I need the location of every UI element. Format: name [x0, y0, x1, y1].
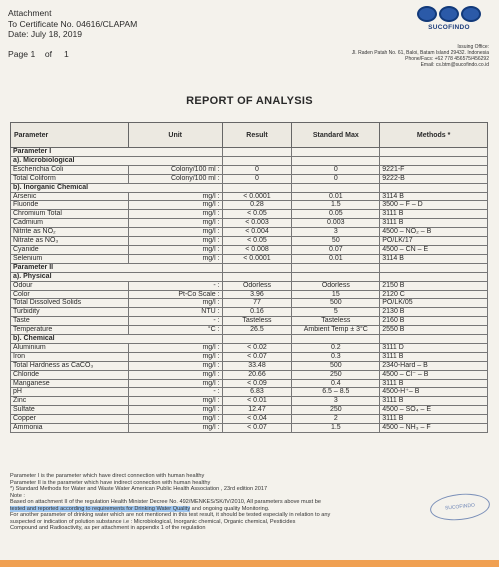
method-cell: 4500 – NH₃ – F — [380, 424, 488, 433]
sucofindo-logo — [417, 6, 481, 31]
standard-cell: 500 — [292, 299, 380, 308]
standard-cell: 5 — [292, 308, 380, 317]
table-row — [11, 406, 488, 415]
method-cell: 3111 D — [380, 343, 488, 352]
empty-cell — [380, 272, 488, 281]
method-cell: 4500 – CN – E — [380, 245, 488, 254]
table-body — [11, 148, 488, 433]
table-row — [11, 388, 488, 397]
section-label: b). Inorganic Chemical — [11, 183, 129, 192]
param-cell: Aluminium — [11, 343, 129, 352]
result-cell: 0 — [222, 165, 292, 174]
table-row — [11, 219, 488, 228]
empty-cell — [128, 335, 222, 344]
unit-cell: mg/l : — [128, 254, 222, 263]
table-row — [11, 343, 488, 352]
empty-cell — [128, 183, 222, 192]
method-cell: 9222-B — [380, 174, 488, 183]
table-row — [11, 254, 488, 263]
table-row — [11, 228, 488, 237]
method-cell: 3500 – F – D — [380, 201, 488, 210]
table-section-row — [11, 335, 488, 344]
result-cell: < 0.008 — [222, 245, 292, 254]
result-cell: < 0.0001 — [222, 254, 292, 263]
document-header — [8, 8, 137, 59]
result-cell: 20.66 — [222, 370, 292, 379]
table-row — [11, 326, 488, 335]
standard-cell: Ambient Temp ± 3°C — [292, 326, 380, 335]
result-cell: < 0.02 — [222, 343, 292, 352]
param-cell: Chloride — [11, 370, 129, 379]
method-cell: 2120 C — [380, 290, 488, 299]
standard-cell: 0.01 — [292, 192, 380, 201]
empty-cell — [128, 272, 222, 281]
table-row — [11, 317, 488, 326]
table-row — [11, 210, 488, 219]
method-cell: 3111 B — [380, 415, 488, 424]
method-cell: 4500 – SO₄ – E — [380, 406, 488, 415]
unit-cell: mg/l : — [128, 397, 222, 406]
unit-cell: - : — [128, 281, 222, 290]
empty-cell — [380, 156, 488, 165]
method-cell: 2340-Hard – B — [380, 361, 488, 370]
empty-cell — [292, 272, 380, 281]
empty-cell — [222, 272, 292, 281]
report-date: Date: July 18, 2019 — [8, 29, 83, 40]
empty-cell — [222, 335, 292, 344]
table-row — [11, 379, 488, 388]
param-cell: Iron — [11, 352, 129, 361]
unit-cell: Colony/100 ml : — [128, 165, 222, 174]
table-row — [11, 415, 488, 424]
unit-cell: mg/l : — [128, 406, 222, 415]
table-row — [11, 424, 488, 433]
standard-cell: 1.5 — [292, 201, 380, 210]
analysis-table — [10, 122, 488, 433]
unit-cell: mg/l : — [128, 361, 222, 370]
standard-cell: 500 — [292, 361, 380, 370]
result-cell: < 0.07 — [222, 352, 292, 361]
empty-cell — [128, 263, 222, 272]
table-section-row — [11, 148, 488, 157]
col-methods: Methods * — [380, 123, 488, 148]
unit-cell: mg/l : — [128, 210, 222, 219]
empty-cell — [292, 263, 380, 272]
standard-cell: 50 — [292, 237, 380, 246]
result-cell: 0.16 — [222, 308, 292, 317]
standard-cell: 0.3 — [292, 352, 380, 361]
result-cell: 6.83 — [222, 388, 292, 397]
table-row — [11, 192, 488, 201]
param-cell: Fluoride — [11, 201, 129, 210]
table-row — [11, 370, 488, 379]
empty-cell — [292, 156, 380, 165]
method-cell: 3114 B — [380, 192, 488, 201]
empty-cell — [380, 263, 488, 272]
unit-cell: mg/l : — [128, 245, 222, 254]
standard-cell: 0 — [292, 174, 380, 183]
standard-cell: 0 — [292, 165, 380, 174]
table-row — [11, 397, 488, 406]
param-cell: Arsenic — [11, 192, 129, 201]
param-cell: Taste — [11, 317, 129, 326]
unit-cell: NTU : — [128, 308, 222, 317]
method-cell: 4500 – NO₂ – B — [380, 228, 488, 237]
result-cell: < 0.0001 — [222, 192, 292, 201]
issuing-office: Issuing Office: Jl. Raden Patah No. 61, Baloi, Batam Island 29432. Indonesia Phone/Facs: +62 778 456575/456292 Email: cs.btm@sucofindo.co.id — [351, 44, 489, 68]
standard-cell: 6.5 – 8.5 — [292, 388, 380, 397]
param-cell: Nitrite as NO₂ — [11, 228, 129, 237]
unit-cell: mg/l : — [128, 228, 222, 237]
standard-cell: 0.4 — [292, 379, 380, 388]
result-cell: 12.47 — [222, 406, 292, 415]
empty-cell — [380, 183, 488, 192]
method-cell: PO/LK/17 — [380, 237, 488, 246]
empty-cell — [292, 183, 380, 192]
empty-cell — [292, 335, 380, 344]
unit-cell: °C : — [128, 326, 222, 335]
table-header-row — [11, 123, 488, 148]
empty-cell — [128, 148, 222, 157]
standard-cell: Odorless — [292, 281, 380, 290]
section-label: a). Microbiological — [11, 156, 129, 165]
section-label: Parameter I — [11, 148, 129, 157]
col-result: Result — [222, 123, 292, 148]
param-cell: Total Coliform — [11, 174, 129, 183]
param-cell: Cadmium — [11, 219, 129, 228]
result-cell: < 0.07 — [222, 424, 292, 433]
method-cell: 2150 B — [380, 281, 488, 290]
result-cell: < 0.01 — [222, 397, 292, 406]
unit-cell: mg/l : — [128, 219, 222, 228]
unit-cell: mg/l : — [128, 352, 222, 361]
result-cell: 3.96 — [222, 290, 292, 299]
unit-cell: mg/l : — [128, 343, 222, 352]
unit-cell: Pt-Co Scale : — [128, 290, 222, 299]
method-cell: 2550 B — [380, 326, 488, 335]
method-cell: 3114 B — [380, 254, 488, 263]
param-cell: Selenium — [11, 254, 129, 263]
empty-cell — [222, 148, 292, 157]
page-indicator: Page 1 of 1 — [8, 48, 69, 59]
section-label: a). Physical — [11, 272, 129, 281]
table-row — [11, 201, 488, 210]
table-row — [11, 237, 488, 246]
table-row — [11, 308, 488, 317]
logo-brand-text: SUCOFINDO — [428, 24, 470, 31]
param-cell: Total Dissolved Solids — [11, 299, 129, 308]
result-cell: 26.5 — [222, 326, 292, 335]
param-cell: Manganese — [11, 379, 129, 388]
param-cell: Total Hardness as CaCO₃ — [11, 361, 129, 370]
unit-cell: mg/l : — [128, 237, 222, 246]
table-row — [11, 174, 488, 183]
param-cell: Odour — [11, 281, 129, 290]
section-label: Parameter II — [11, 263, 129, 272]
empty-cell — [222, 263, 292, 272]
standard-cell: 0.01 — [292, 254, 380, 263]
param-cell: Escherichia Coli — [11, 165, 129, 174]
method-cell: 9221-F — [380, 165, 488, 174]
result-cell: 0 — [222, 174, 292, 183]
unit-cell: mg/l : — [128, 299, 222, 308]
standard-cell: 0.07 — [292, 245, 380, 254]
standard-cell: 0.003 — [292, 219, 380, 228]
table-row — [11, 299, 488, 308]
empty-cell — [222, 156, 292, 165]
standard-cell: 0.2 — [292, 343, 380, 352]
method-cell: 4500 – Cl⁻ – B — [380, 370, 488, 379]
unit-cell: mg/l : — [128, 379, 222, 388]
param-cell: Zinc — [11, 397, 129, 406]
result-cell: 33.48 — [222, 361, 292, 370]
unit-cell: mg/l : — [128, 370, 222, 379]
unit-cell: mg/l : — [128, 415, 222, 424]
standard-cell: 1.5 — [292, 424, 380, 433]
table-section-row — [11, 272, 488, 281]
empty-cell — [128, 156, 222, 165]
attachment-label: Attachment — [8, 8, 52, 18]
param-cell: Copper — [11, 415, 129, 424]
result-cell: < 0.09 — [222, 379, 292, 388]
param-cell: Cyanide — [11, 245, 129, 254]
result-cell: < 0.05 — [222, 210, 292, 219]
section-label: b). Chemical — [11, 335, 129, 344]
empty-cell — [380, 148, 488, 157]
method-cell: PO/LK/05 — [380, 299, 488, 308]
standard-cell: 3 — [292, 228, 380, 237]
unit-cell: mg/l : — [128, 424, 222, 433]
method-cell: 2160 B — [380, 317, 488, 326]
result-cell: < 0.003 — [222, 219, 292, 228]
report-title: REPORT OF ANALYSIS — [186, 95, 313, 107]
empty-cell — [380, 335, 488, 344]
param-cell: Nitrate as NO₃ — [11, 237, 129, 246]
param-cell: Chromium Total — [11, 210, 129, 219]
param-cell: Sulfate — [11, 406, 129, 415]
sucofindo-logo-icon — [417, 6, 481, 22]
standard-cell: Tasteless — [292, 317, 380, 326]
empty-cell — [222, 183, 292, 192]
param-cell: pH — [11, 388, 129, 397]
notes-section: Parameter I is the parameter which have direct connection with human healthy Parameter II is the parameter which have indirect connection with human healthy *) Standard Methods for Water and Waste Water American Public Health Association , 23rd edition 2017 Note : Based on attachment II of the regulation Health Minister Decree No. 492/MENKES/SK/IV/2010, All parameters above must be tested and reported according to requirements for Drinking Water Quality and ongoing quality Monitoring. For another parameter of drinking water which are not mentioned in this test result, it should be tested especially in relation to any suspected or indication of polution substance i.e : Microbiological, Inorganic chemical, Organic chemical, Pesticides Compound and Radioactivity, as per attachment in appendix 1 of the regulation — [10, 473, 331, 531]
method-cell: 3111 B — [380, 379, 488, 388]
standard-cell: 0.05 — [292, 210, 380, 219]
method-cell: 4500-H⁺– B — [380, 388, 488, 397]
table-section-row — [11, 183, 488, 192]
unit-cell: Colony/100 ml : — [128, 174, 222, 183]
result-cell: 77 — [222, 299, 292, 308]
table-row — [11, 290, 488, 299]
result-cell: < 0.04 — [222, 415, 292, 424]
standard-cell: 250 — [292, 406, 380, 415]
param-cell: Color — [11, 290, 129, 299]
col-standard-max: Standard Max — [292, 123, 380, 148]
method-cell: 3111 B — [380, 219, 488, 228]
param-cell: Temperature — [11, 326, 129, 335]
result-cell: Odorless — [222, 281, 292, 290]
unit-cell: - : — [128, 388, 222, 397]
table-section-row — [11, 263, 488, 272]
method-cell: 3111 B — [380, 397, 488, 406]
result-cell: Tasteless — [222, 317, 292, 326]
table-row — [11, 165, 488, 174]
standard-cell: 250 — [292, 370, 380, 379]
unit-cell: - : — [128, 317, 222, 326]
result-cell: < 0.05 — [222, 237, 292, 246]
method-cell: 3111 B — [380, 210, 488, 219]
unit-cell: mg/l : — [128, 192, 222, 201]
certificate-number: To Certificate No. 04616/CLAPAM — [8, 18, 138, 29]
company-stamp: SUCOFINDO — [429, 491, 491, 523]
table-row — [11, 361, 488, 370]
method-cell: 2130 B — [380, 308, 488, 317]
highlighted-text: tested and reported according to requirements for Drinking Water Quality — [10, 505, 191, 512]
result-cell: < 0.004 — [222, 228, 292, 237]
method-cell: 3111 B — [380, 352, 488, 361]
result-cell: 0.28 — [222, 201, 292, 210]
standard-cell: 3 — [292, 397, 380, 406]
unit-cell: mg/l : — [128, 201, 222, 210]
param-cell: Turbidity — [11, 308, 129, 317]
standard-cell: 15 — [292, 290, 380, 299]
table-section-row — [11, 156, 488, 165]
table-row — [11, 352, 488, 361]
table-row — [11, 245, 488, 254]
col-unit: Unit — [128, 123, 222, 148]
standard-cell: 2 — [292, 415, 380, 424]
bottom-border — [0, 560, 499, 567]
col-parameter: Parameter — [11, 123, 129, 148]
empty-cell — [292, 148, 380, 157]
table-row — [11, 281, 488, 290]
param-cell: Ammonia — [11, 424, 129, 433]
